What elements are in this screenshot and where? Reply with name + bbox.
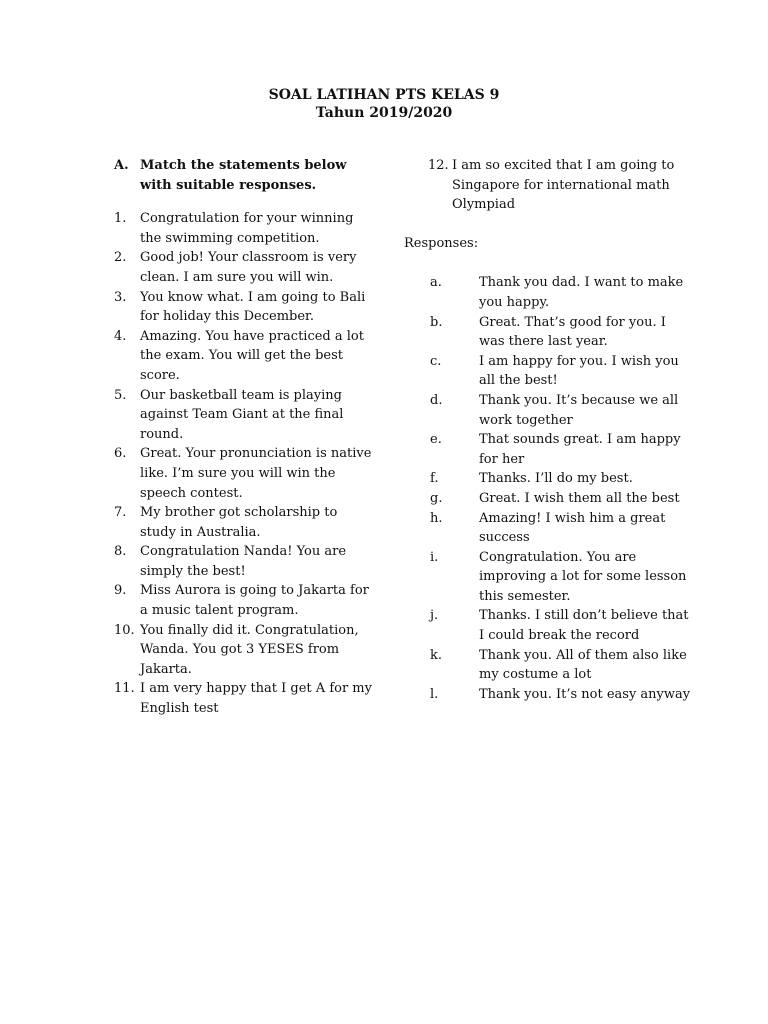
response-text: Great. I wish them all the best [479, 490, 680, 506]
responses-heading: Responses: [404, 235, 479, 251]
statement-number: 11. [114, 681, 135, 697]
statement-text: Our basketball team is playing against Team Giant at the final round. [140, 387, 344, 442]
response-letter: j. [430, 608, 439, 624]
response-item [404, 685, 694, 705]
statement-item [114, 621, 376, 680]
response-item [404, 509, 694, 548]
statement-number: 9. [114, 583, 127, 599]
response-item [404, 313, 694, 352]
statement-item [114, 542, 376, 581]
statement-number: 1. [114, 211, 127, 227]
response-item [404, 469, 694, 489]
statement-number: 6. [114, 446, 127, 462]
response-letter: k. [430, 647, 443, 663]
statement-text: Congratulation for your winning the swimming competition. [140, 211, 354, 246]
statement-number: 10. [114, 622, 135, 638]
statement-number: 12. [428, 158, 449, 173]
response-item [404, 352, 694, 391]
response-letter: g. [430, 490, 443, 506]
document-header [0, 86, 768, 122]
right-column [404, 156, 694, 704]
response-text: Thanks. I’ll do my best. [479, 471, 633, 487]
statements-list [114, 209, 376, 718]
statement-text: Great. Your pronunciation is native like. I’m sure you will win the speech contest. [140, 446, 372, 501]
response-item [404, 606, 694, 645]
statement-text: I am so excited that I am going to Singapore for international math Olympiad [452, 158, 675, 213]
statement-item [114, 679, 376, 718]
statement-text: My brother got scholarship to study in Australia. [140, 505, 338, 540]
statement-number: 5. [114, 387, 127, 403]
response-letter: i. [430, 549, 439, 565]
response-letter: a. [430, 275, 442, 291]
response-letter: h. [430, 510, 443, 526]
statement-item [404, 156, 694, 215]
statement-text: I am very happy that I get A for my English test [140, 681, 372, 717]
response-text: Congratulation. You are improving a lot for some lesson this semester. [479, 549, 687, 604]
section-a-label: A. [114, 158, 129, 173]
statements-list-continued [404, 156, 694, 215]
document-title: SOAL LATIHAN PTS KELAS 9 [268, 87, 500, 103]
statement-number: 3. [114, 289, 127, 305]
response-letter: c. [430, 353, 442, 369]
response-item [404, 489, 694, 509]
statement-number: 2. [114, 250, 127, 266]
statement-item [114, 209, 376, 248]
response-text: Amazing! I wish him a great success [479, 510, 666, 546]
response-text: Thank you. It’s because we all work together [479, 392, 679, 428]
response-text: Thanks. I still don’t believe that I could break the record [479, 608, 689, 644]
response-letter: b. [430, 314, 443, 330]
statement-text: Miss Aurora is going to Jakarta for a music talent program. [140, 583, 369, 619]
statement-item [114, 581, 376, 620]
response-item [404, 430, 694, 469]
section-a-instruction: Match the statements below with suitable responses. [140, 158, 347, 193]
section-a-heading [114, 156, 376, 195]
statement-number: 8. [114, 544, 127, 560]
statement-number: 7. [114, 505, 127, 521]
response-text: Thank you. It’s not easy anyway [479, 686, 691, 702]
response-item [404, 391, 694, 430]
left-column [114, 156, 376, 719]
response-item [404, 548, 694, 607]
statement-item [114, 386, 376, 445]
statement-item [114, 503, 376, 542]
response-item [404, 646, 694, 685]
statement-item [114, 288, 376, 327]
response-item [404, 273, 694, 312]
responses-list [404, 273, 694, 704]
statement-item [114, 248, 376, 287]
statement-text: Congratulation Nanda! You are simply the best! [140, 544, 347, 579]
statement-text: You finally did it. Congratulation, Wanda. You got 3 YESES from Jakarta. [140, 622, 359, 677]
statement-text: Amazing. You have practiced a lot the exam. You will get the best score. [140, 328, 364, 383]
response-letter: e. [430, 432, 442, 448]
statement-number: 4. [114, 328, 127, 344]
document-year: Tahun 2019/2020 [315, 105, 453, 121]
response-letter: d. [430, 392, 443, 408]
response-letter: l. [430, 686, 439, 702]
response-letter: f. [430, 471, 439, 487]
response-text: I am happy for you. I wish you all the best! [479, 353, 679, 389]
response-text: That sounds great. I am happy for her [479, 432, 681, 467]
statement-item [114, 327, 376, 386]
response-text: Thank you dad. I want to make you happy. [479, 275, 684, 310]
statement-item [114, 444, 376, 503]
statement-text: You know what. I am going to Bali for holiday this December. [140, 289, 366, 325]
response-text: Great. That’s good for you. I was there last year. [479, 314, 666, 350]
response-text: Thank you. All of them also like my costume a lot [479, 647, 687, 683]
statement-text: Good job! Your classroom is very clean. I am sure you will win. [140, 250, 357, 285]
